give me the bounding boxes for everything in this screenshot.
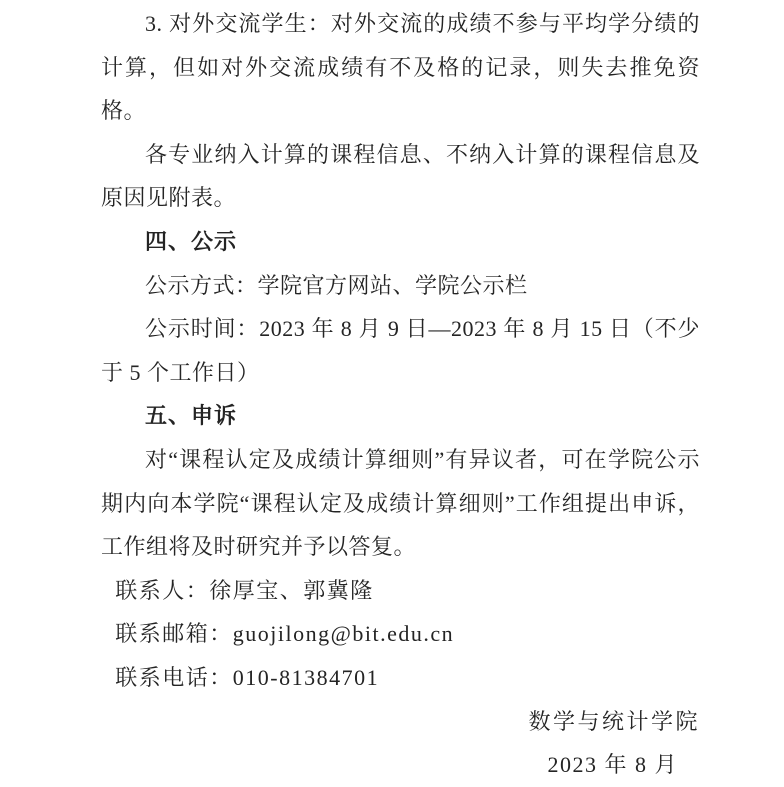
contact-person-line: 联系人：徐厚宝、郭冀隆 <box>115 577 374 603</box>
contact-phone-line: 联系电话：010-81384701 <box>115 664 380 690</box>
para-exchange-student-rule: 3. 对外交流学生：对外交流的成绩不参与平均学分绩的计算，但如对外交流成绩有不及格的记录，则失去推免资格。 <box>101 11 700 124</box>
heading-section-4-publicity: 四、公示 <box>145 228 238 254</box>
signature-date: 2023 年 8 月 <box>547 752 678 778</box>
para-publicity-method: 公示方式：学院官方网站、学院公示栏 <box>145 272 528 298</box>
para-appeal-procedure: 对“课程认定及成绩计算细则”有异议者，可在学院公示期内向本学院“课程认定及成绩计算细则”工作组提出申诉，工作组将及时研究并予以答复。 <box>101 446 700 560</box>
signature-organization: 数学与统计学院 <box>528 708 700 734</box>
para-publicity-period: 公示时间：2023 年 8 月 9 日—2023 年 8 月 15 日（不少于 5 个工作日） <box>101 316 700 385</box>
para-course-info-note: 各专业纳入计算的课程信息、不纳入计算的课程信息及原因见附表。 <box>101 141 700 211</box>
heading-section-5-appeal: 五、申诉 <box>145 403 238 429</box>
contact-email-line: 联系邮箱：guojilong@bit.edu.cn <box>115 621 455 647</box>
